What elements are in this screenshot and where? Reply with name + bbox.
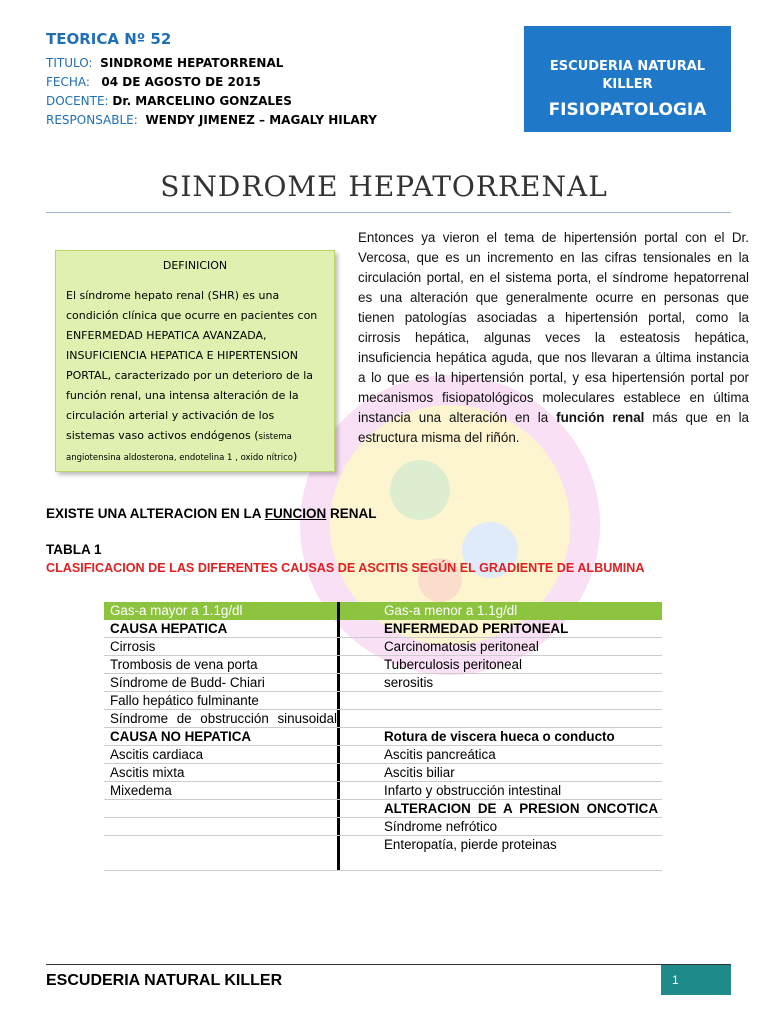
definition-title: DEFINICION [162,259,228,272]
table-row: Síndrome nefrótico [104,818,662,836]
page-number: 1 [672,973,679,987]
document-header [46,30,377,130]
subject-name: FISIOPATOLOGIA [548,100,707,120]
table-row: CAUSA NO HEPATICA Rotura de viscera hueca o conducto [104,728,662,746]
table-row: CAUSA HEPATICA ENFERMEDAD PERITONEAL [104,620,662,638]
definition-box [55,250,335,472]
table-row: Fallo hepático fulminante [104,692,662,710]
brand-name: ESCUDERIA NATURAL KILLER [549,59,706,92]
brand-box [524,26,731,132]
header-row-responsable: RESPONSABLE: WENDY JIMENEZ – MAGALY HILARY [46,113,377,127]
table-row: ALTERACION DE A PRESION ONCOTICA [104,800,662,818]
footer-divider [46,964,731,965]
teorica-number: TEORICA Nº 52 [46,30,172,48]
table-header-row [104,602,662,620]
table-row: Ascitis cardiaca Ascitis pancreática [104,746,662,764]
header-row-fecha: FECHA: 04 DE AGOSTO DE 2015 [46,75,261,89]
table-row: Mixedema Infarto y obstrucción intestinal [104,782,662,800]
table-row: Cirrosis Carcinomatosis peritoneal [104,638,662,656]
table-label: TABLA 1 [46,542,102,557]
table-caption: CLASIFICACION DE LAS DIFERENTES CAUSAS DE ASCITIS SEGÚN EL GRADIENTE DE ALBUMINA [46,561,645,575]
page-title: SINDROME HEPATORRENAL [160,170,608,203]
table-row: Enteropatía, pierde proteinas [104,836,662,871]
section-heading: EXISTE UNA ALTERACION EN LA FUNCION RENAL [46,506,377,521]
table-row: Síndrome de Budd- Chiari serositis [104,674,662,692]
table-row: Síndrome de obstrucción sinusoidal [104,710,662,728]
title-divider [46,212,731,213]
footer-text: ESCUDERIA NATURAL KILLER [46,972,283,989]
table-row: Ascitis mixta Ascitis biliar [104,764,662,782]
intro-paragraph: Entonces ya vieron el tema de hipertensión portal con el Dr. Vercosa, que es un incremento en las cifras tensionales en la circulación portal, en el sistema porta, el síndrome hepatorrenal es una alteración que generalmente ocurre en personas que tienen patologías asociadas a hipertensión portal, como la cirrosis hepática, algunas veces la esteatosis hepática, insuficiencia hepática aguda, que nos llevaran a última instancia a lo que es la hipertensión portal, y esa hipertensión portal por mecanismos fisiopatológicos moleculares establece en última instancia una alteración en la función renal más que en la estructura misma del riñón. [358,230,749,445]
header-row-docente: DOCENTE: Dr. MARCELINO GONZALES [46,94,292,108]
table-header-cell: Gas-a menor a 1.1g/dl [384,603,518,618]
table-row: Trombosis de vena porta Tuberculosis peritoneal [104,656,662,674]
page-number-box [661,965,731,995]
header-row-titulo: TITULO: SINDROME HEPATORRENAL [46,56,284,70]
definition-text: El síndrome hepato renal (SHR) es una condición clínica que ocurre en pacientes con ENFERMEDAD HEPATICA AVANZADA, INSUFICIENCIA HEPATICA E HIPERTENSION PORTAL, caracterizado por un deterioro de la función renal, una intensa alteración de la circulación arterial y activación de los sistemas vaso activos endógenos (sistema angiotensina aldosterona, endotelina 1 , oxido nítrico) [66,289,318,463]
table-header-cell: Gas-a mayor a 1.1g/dl [104,602,340,620]
watermark-blob [390,460,450,520]
ascitis-table [104,602,662,871]
